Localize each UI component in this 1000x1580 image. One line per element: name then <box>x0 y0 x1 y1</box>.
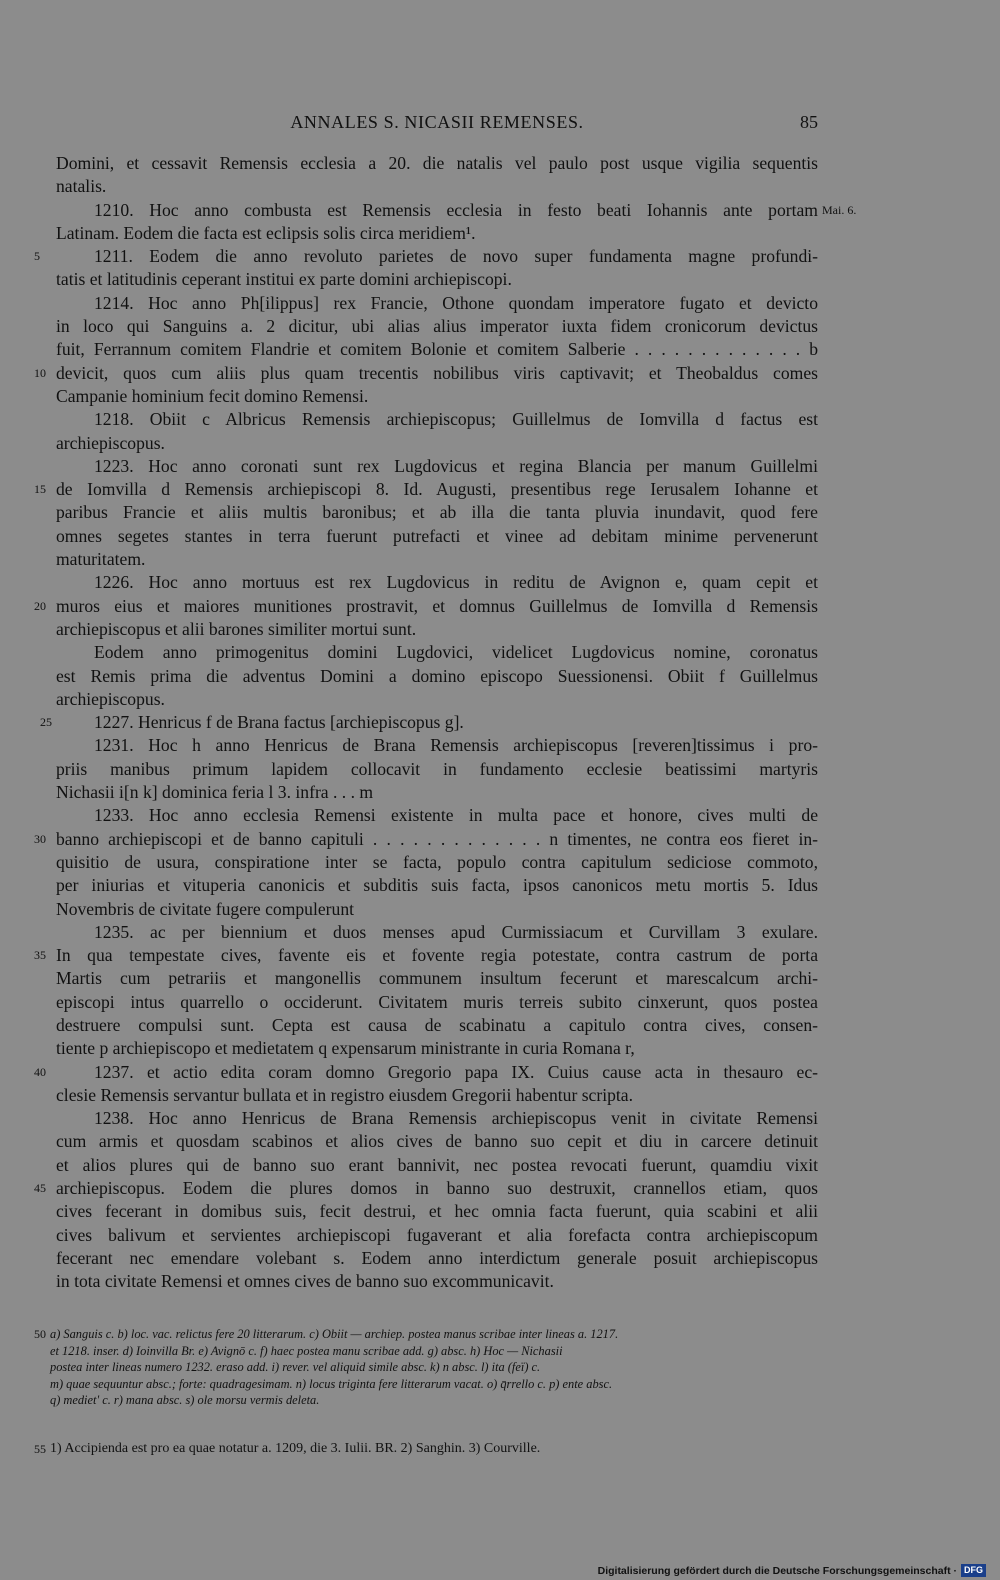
text-line <box>56 385 818 408</box>
text-line <box>34 362 818 385</box>
page-header <box>56 112 818 136</box>
text-line <box>56 199 857 222</box>
text-line <box>34 245 818 268</box>
apparatus-text: postea inter lineas numero 1232. eraso add. i) rever. vel aliquid simile absc. k) n absc. l) ita (feï) c. <box>50 1360 541 1375</box>
text-line <box>40 711 818 734</box>
text-line <box>56 804 818 827</box>
line-text: est Remis prima die adventus Domini a domino episcopo Suessionensi. Obiit f Guillelmus <box>56 665 818 686</box>
line-text: cives fecerant in domibus suis, fecit destrui, et hec omnia facta fuerunt, quia scabini et alii <box>56 1201 818 1222</box>
line-number: 25 <box>40 715 52 730</box>
footnotes <box>34 1440 816 1458</box>
line-text: Novembris de civitate fugere compulerunt <box>56 898 355 919</box>
text-line <box>56 1200 818 1223</box>
apparatus-line <box>50 1359 816 1376</box>
footnote-text: 1) Accipienda est pro ea quae notatur a. 1209, die 3. Iulii. BR. 2) Sanghin. 3) Courville. <box>50 1441 541 1456</box>
line-number: 35 <box>34 948 46 963</box>
text-line <box>56 734 818 757</box>
text-line <box>34 944 818 967</box>
line-text: cives balivum et servientes archiepiscopi fugaverant et alia forefacta contra archiepiscopum <box>56 1224 818 1245</box>
line-text: in loco qui Sanguins a. 2 dicitur, ubi alias alius imperator iuxta fidem cronicorum devictus <box>56 316 818 337</box>
line-text: 1238. Hoc anno Henricus de Brana Remensis archiepiscopus venit in civitate Remensi <box>94 1108 818 1129</box>
line-number: 50 <box>34 1327 46 1341</box>
line-text: clesie Remensis servantur bullata et in registro eiusdem Gregorii habentur scripta. <box>56 1084 633 1105</box>
main-text-body <box>34 152 857 1294</box>
line-text: archiepiscopus. Eodem die plures domos in banno suo destruxit, crannellos etiam, quos <box>56 1178 818 1199</box>
line-text: priis manibus primum lapidem collocavit in fundamento ecclesie beatissimi martyris <box>56 758 818 779</box>
line-text: tatis et latitudinis ceperant institui ex parte domini archiepiscopi. <box>56 269 512 290</box>
line-number: 20 <box>34 598 46 613</box>
text-line <box>34 828 818 851</box>
footnote-line <box>34 1440 816 1458</box>
text-line <box>56 175 818 198</box>
line-text: et alios plures qui de banno suo erant bannivit, nec postea revocati fuerunt, quamdiu vixit <box>56 1154 818 1175</box>
line-text: per iniurias et vituperia canonicis et subditis suis facta, ipsos canonicos metu mortis 5. Idus <box>56 875 818 896</box>
line-text: cum armis et quosdam scabinos et alios cives de banno suo cepit et diu in carcere detinuit <box>56 1131 818 1152</box>
line-number: 30 <box>34 831 46 846</box>
text-line <box>56 921 818 944</box>
line-text: 1237. et actio edita coram domno Gregorio papa IX. Cuius cause acta in thesauro ec- <box>94 1061 818 1082</box>
text-line <box>56 1107 818 1130</box>
text-line <box>56 688 818 711</box>
line-text: Eodem anno primogenitus domini Lugdovici, videlicet Lugdovicus nomine, coronatus <box>94 642 818 663</box>
line-text: paribus Francie et aliis multis baronibus; et ab illa die tanta pluvia inundavit, quod fere <box>56 502 818 523</box>
text-line <box>56 874 818 897</box>
text-line <box>56 152 818 175</box>
text-line <box>56 898 818 921</box>
line-text: omnes segetes stantes in terra fuerunt putrefacti et vinee ad debitam minime pervenerunt <box>56 525 818 546</box>
text-line <box>56 292 818 315</box>
text-line <box>34 1177 818 1200</box>
text-line <box>34 1061 818 1084</box>
apparatus-text: a) Sanguis c. b) loc. vac. relictus fere 20 litterarum. c) Obiit — archiep. postea manus scribae inter lineas a. 1217. <box>50 1327 619 1341</box>
line-text: Domini, et cessavit Remensis ecclesia a 20. die natalis vel paulo post usque vigilia sequentis <box>56 153 818 173</box>
text-line <box>56 338 818 361</box>
line-text: archiepiscopus et alii barones similiter mortui sunt. <box>56 618 417 639</box>
running-title: ANNALES S. NICASII REMENSES. <box>290 112 584 132</box>
text-line <box>56 641 818 664</box>
line-text: in tota civitate Remensi et omnes cives de banno suo excommunicavit. <box>56 1271 554 1292</box>
line-text: maturitatem. <box>56 549 146 570</box>
line-text: archiepiscopus. <box>56 688 165 709</box>
line-text: 1218. Obiit c Albricus Remensis archiepiscopus; Guillelmus de Iomvilla d factus est <box>94 409 818 430</box>
line-text: Latinam. Eodem die facta est eclipsis solis circa meridiem¹. <box>56 222 476 243</box>
line-text: episcopi intus quarrello o occiderunt. Civitatem muris terreis subito cinxerunt, quos postea <box>56 991 818 1012</box>
apparatus-text: m) quae sequuntur absc.; forte: quadragesimam. n) locus triginta fere litterarum vacat. o) q̄rrello c. p) ente absc. <box>50 1376 613 1391</box>
text-line <box>56 1130 818 1153</box>
line-text: muros eius et maiores munitiones prostravit, et domnus Guillelmus de Iomvilla d Remensis <box>56 595 818 616</box>
credit-text: Digitalisierung gefördert durch die Deutsche Forschungsgemeinschaft · <box>597 1564 957 1577</box>
digitization-credit <box>598 1564 986 1577</box>
line-text: Nichasii i[n k] dominica feria l 3. infra . . . m <box>56 782 374 803</box>
text-line <box>56 1154 818 1177</box>
line-text: devicit, quos cum aliis plus quam trecentis nobilibus viris captivavit; et Theobaldus comes <box>56 362 818 383</box>
line-number: 45 <box>34 1181 46 1196</box>
line-text: fecerant nec emendare volebant s. Eodem anno interdictum generale posuit archiepiscopus <box>56 1247 818 1268</box>
line-text: archiepiscopus. <box>56 432 165 453</box>
text-line <box>56 501 818 524</box>
line-text: destruere compulsi sunt. Cepta est causa de scabinatu a capitulo contra cives, consen- <box>56 1014 818 1035</box>
line-number: 55 <box>34 1442 46 1456</box>
text-line <box>56 525 818 548</box>
text-line <box>56 571 818 594</box>
apparatus-line <box>50 1392 816 1409</box>
text-line <box>56 991 818 1014</box>
text-line <box>56 268 818 291</box>
text-line <box>56 618 818 641</box>
apparatus-text: et 1218. inser. d) Ioinvilla Br. e) Avignō c. f) haec postea manu scribae add. g) absc. h) Hoc — Nichasii <box>50 1343 563 1358</box>
line-text: quisitio de usura, conspiratione inter se facta, populo contra capitulum sediciose commoto, <box>56 851 818 872</box>
line-text: banno archiepiscopi et de banno capituli . . . . . . . . . . . . . n timentes, ne contra eos fieret in- <box>56 828 818 849</box>
line-text: 1211. Eodem die anno revoluto parietes de novo super fundamenta magne profundi- <box>94 246 818 267</box>
line-text: 1235. ac per biennium et duos menses apud Curmissiacum et Curvillam 3 exulare. <box>94 921 818 942</box>
line-number: 15 <box>34 482 46 497</box>
page-number: 85 <box>800 112 818 132</box>
text-line <box>56 1247 818 1270</box>
text-line <box>56 408 818 431</box>
apparatus-line <box>34 1326 816 1343</box>
text-line <box>56 222 818 245</box>
line-text: 1226. Hoc anno mortuus est rex Lugdovicus in reditu de Avignon e, quam cepit et <box>94 572 818 593</box>
text-line <box>34 595 818 618</box>
dfg-logo-icon: DFG <box>961 1564 986 1577</box>
text-line <box>56 781 818 804</box>
line-text: de Iomvilla d Remensis archiepiscopi 8. Id. Augusti, presentibus rege Ierusalem Iohanne et <box>56 479 818 500</box>
line-text: 1210. Hoc anno combusta est Remensis ecclesia in festo beati Iohannis ante portam <box>94 199 818 220</box>
margin-note: Mai. 6. <box>822 202 857 217</box>
text-line <box>56 455 818 478</box>
text-line <box>56 315 818 338</box>
text-line <box>56 432 818 455</box>
apparatus-line <box>50 1343 816 1360</box>
line-number: 10 <box>34 365 46 380</box>
text-line <box>56 967 818 990</box>
text-line <box>56 1224 818 1247</box>
critical-apparatus <box>34 1326 816 1409</box>
text-line <box>56 1084 818 1107</box>
line-text: Campanie hominium fecit domino Remensi. <box>56 385 369 406</box>
line-number: 5 <box>34 249 40 264</box>
text-line <box>56 758 818 781</box>
line-text: 1227. Henricus f de Brana factus [archiepiscopus g]. <box>94 712 464 733</box>
apparatus-text: q) mediet' c. r) mana absc. s) ole morsu vermis deleta. <box>50 1393 320 1408</box>
line-text: In qua tempestate cives, favente eis et fovente regia potestate, contra castrum de porta <box>56 945 818 966</box>
line-text: tiente p archiepiscopo et medietatem q expensarum ministrante in curia Romana r, <box>56 1038 635 1059</box>
line-text: natalis. <box>56 176 107 197</box>
text-line <box>56 548 818 571</box>
text-line <box>56 1014 818 1037</box>
text-line <box>56 1270 818 1293</box>
line-number: 40 <box>34 1064 46 1079</box>
line-text: 1223. Hoc anno coronati sunt rex Lugdovicus et regina Blancia per manum Guillelmi <box>94 455 818 476</box>
line-text: Martis cum petrariis et mangonellis communem insultum fecerunt et marescalcum archi- <box>56 968 818 989</box>
text-line <box>34 478 818 501</box>
line-text: 1214. Hoc anno Ph[ilippus] rex Francie, Othone quondam imperatore fugato et devicto <box>94 292 818 313</box>
line-text: 1233. Hoc anno ecclesia Remensi existente in multa pace et honore, cives multi de <box>94 805 818 826</box>
text-line <box>56 1037 818 1060</box>
line-text: fuit, Ferrannum comitem Flandrie et comitem Bolonie et comitem Salberie . . . . . . . . . . . . . b <box>56 339 818 360</box>
line-text: 1231. Hoc h anno Henricus de Brana Remensis archiepiscopus [reveren]tissimus i pro- <box>94 735 818 756</box>
apparatus-line <box>50 1376 816 1393</box>
text-line <box>56 851 818 874</box>
text-line <box>56 665 818 688</box>
